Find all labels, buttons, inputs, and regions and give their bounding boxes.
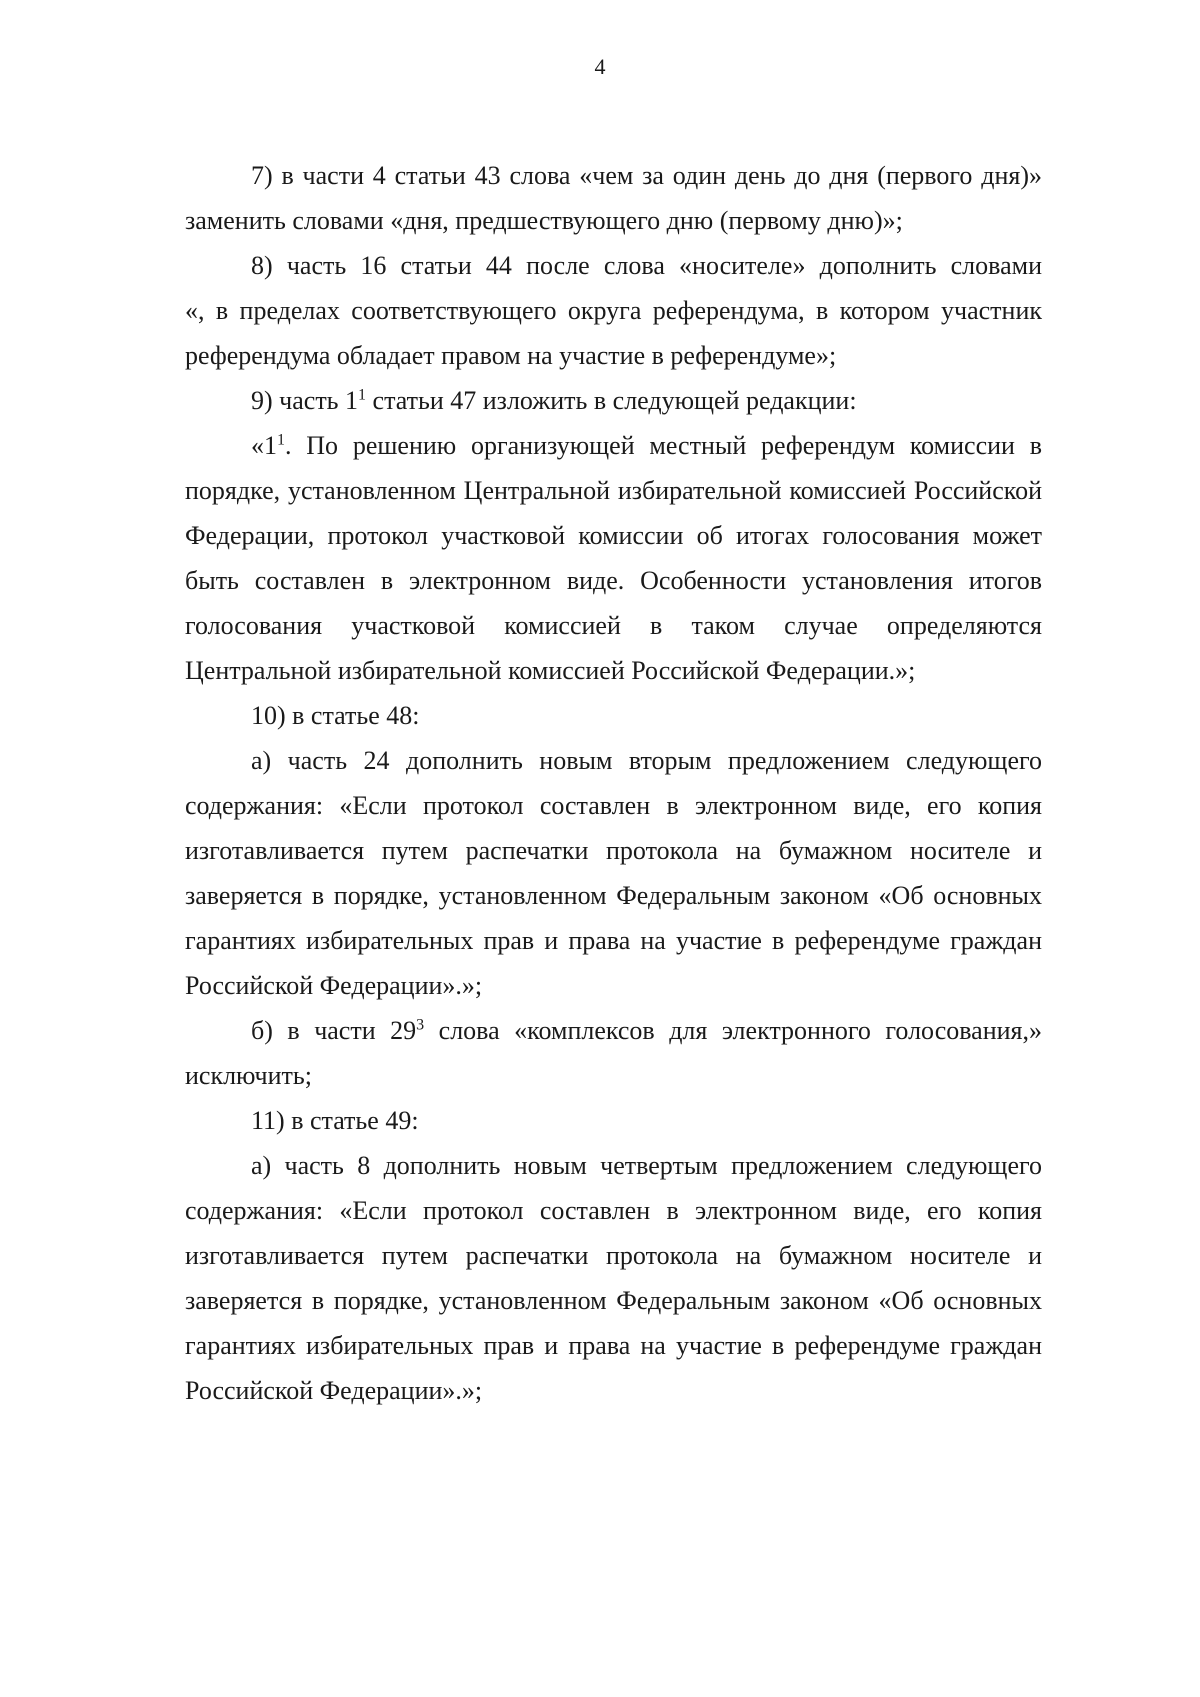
text-line: референдума обладает правом на участие в референдуме»; <box>185 341 837 370</box>
text-line <box>185 1008 1042 1053</box>
text-line: порядке, установленном Центральной избирательной комиссией Российской <box>185 476 1042 505</box>
text-line: изготавливается путем распечатки протокола на бумажном носителе и <box>185 836 1042 865</box>
document-body <box>185 153 1042 1413</box>
text-line: изготавливается путем распечатки протокола на бумажном носителе и <box>185 1241 1042 1270</box>
text-fragment: «1 <box>251 431 277 460</box>
paragraph-item-10b <box>185 1008 1042 1098</box>
text-fragment: . По решению организующей местный референдум комиссии в <box>285 431 1042 460</box>
paragraph-item-9 <box>185 378 1042 423</box>
superscript: 1 <box>277 431 285 449</box>
text-line <box>185 378 1042 423</box>
text-line: Российской Федерации».»; <box>185 1376 483 1405</box>
page-number: 4 <box>594 54 606 79</box>
paragraph-quote-1-1 <box>185 423 1042 693</box>
text-line: голосования участковой комиссией в таком случае определяются <box>185 611 1042 640</box>
text-fragment: слова «комплексов для электронного голосования,» <box>424 1016 1042 1045</box>
text-line: Центральной избирательной комиссией Российской Федерации.»; <box>185 656 916 685</box>
text-fragment: б) в части 29 <box>251 1016 417 1045</box>
text-line: 10) в статье 48: <box>251 701 420 730</box>
text-line: а) часть 8 дополнить новым четвертым предложением следующего <box>251 1151 1042 1180</box>
text-line: гарантиях избирательных прав и права на участие в референдуме граждан <box>185 1331 1042 1360</box>
paragraph-item-11a <box>185 1143 1042 1413</box>
text-line: 11) в статье 49: <box>251 1106 419 1135</box>
text-line <box>185 423 1042 468</box>
text-line: заверяется в порядке, установленном Федеральным законом «Об основных <box>185 881 1042 910</box>
text-fragment: статьи 47 изложить в следующей редакции: <box>366 386 857 415</box>
text-line: содержания: «Если протокол составлен в электронном виде, его копия <box>185 1196 1042 1225</box>
superscript: 3 <box>416 1016 425 1034</box>
text-line: заверяется в порядке, установленном Федеральным законом «Об основных <box>185 1286 1042 1315</box>
text-line: 8) часть 16 статьи 44 после слова «носителе» дополнить словами <box>251 251 1042 280</box>
text-line: Российской Федерации».»; <box>185 971 483 1000</box>
paragraph-item-10a <box>185 738 1042 1008</box>
superscript: 1 <box>358 386 367 404</box>
text-line: заменить словами «дня, предшествующего дню (первому дню)»; <box>185 206 903 235</box>
paragraph-item-8 <box>185 243 1042 378</box>
text-line: «, в пределах соответствующего округа референдума, в котором участник <box>185 296 1042 325</box>
text-fragment: 9) часть 1 <box>251 386 359 415</box>
text-line: Федерации, протокол участковой комиссии об итогах голосования может <box>185 521 1042 550</box>
text-line: быть составлен в электронном виде. Особенности установления итогов <box>185 566 1042 595</box>
text-line: содержания: «Если протокол составлен в электронном виде, его копия <box>185 791 1042 820</box>
text-line: гарантиях избирательных прав и права на участие в референдуме граждан <box>185 926 1042 955</box>
text-line: 7) в части 4 статьи 43 слова «чем за один день до дня (первого дня)» <box>251 161 1042 190</box>
paragraph-item-11 <box>185 1098 1042 1143</box>
text-line: исключить; <box>185 1061 312 1090</box>
paragraph-item-7 <box>185 153 1042 243</box>
text-line: а) часть 24 дополнить новым вторым предложением следующего <box>251 746 1042 775</box>
paragraph-item-10 <box>185 693 1042 738</box>
